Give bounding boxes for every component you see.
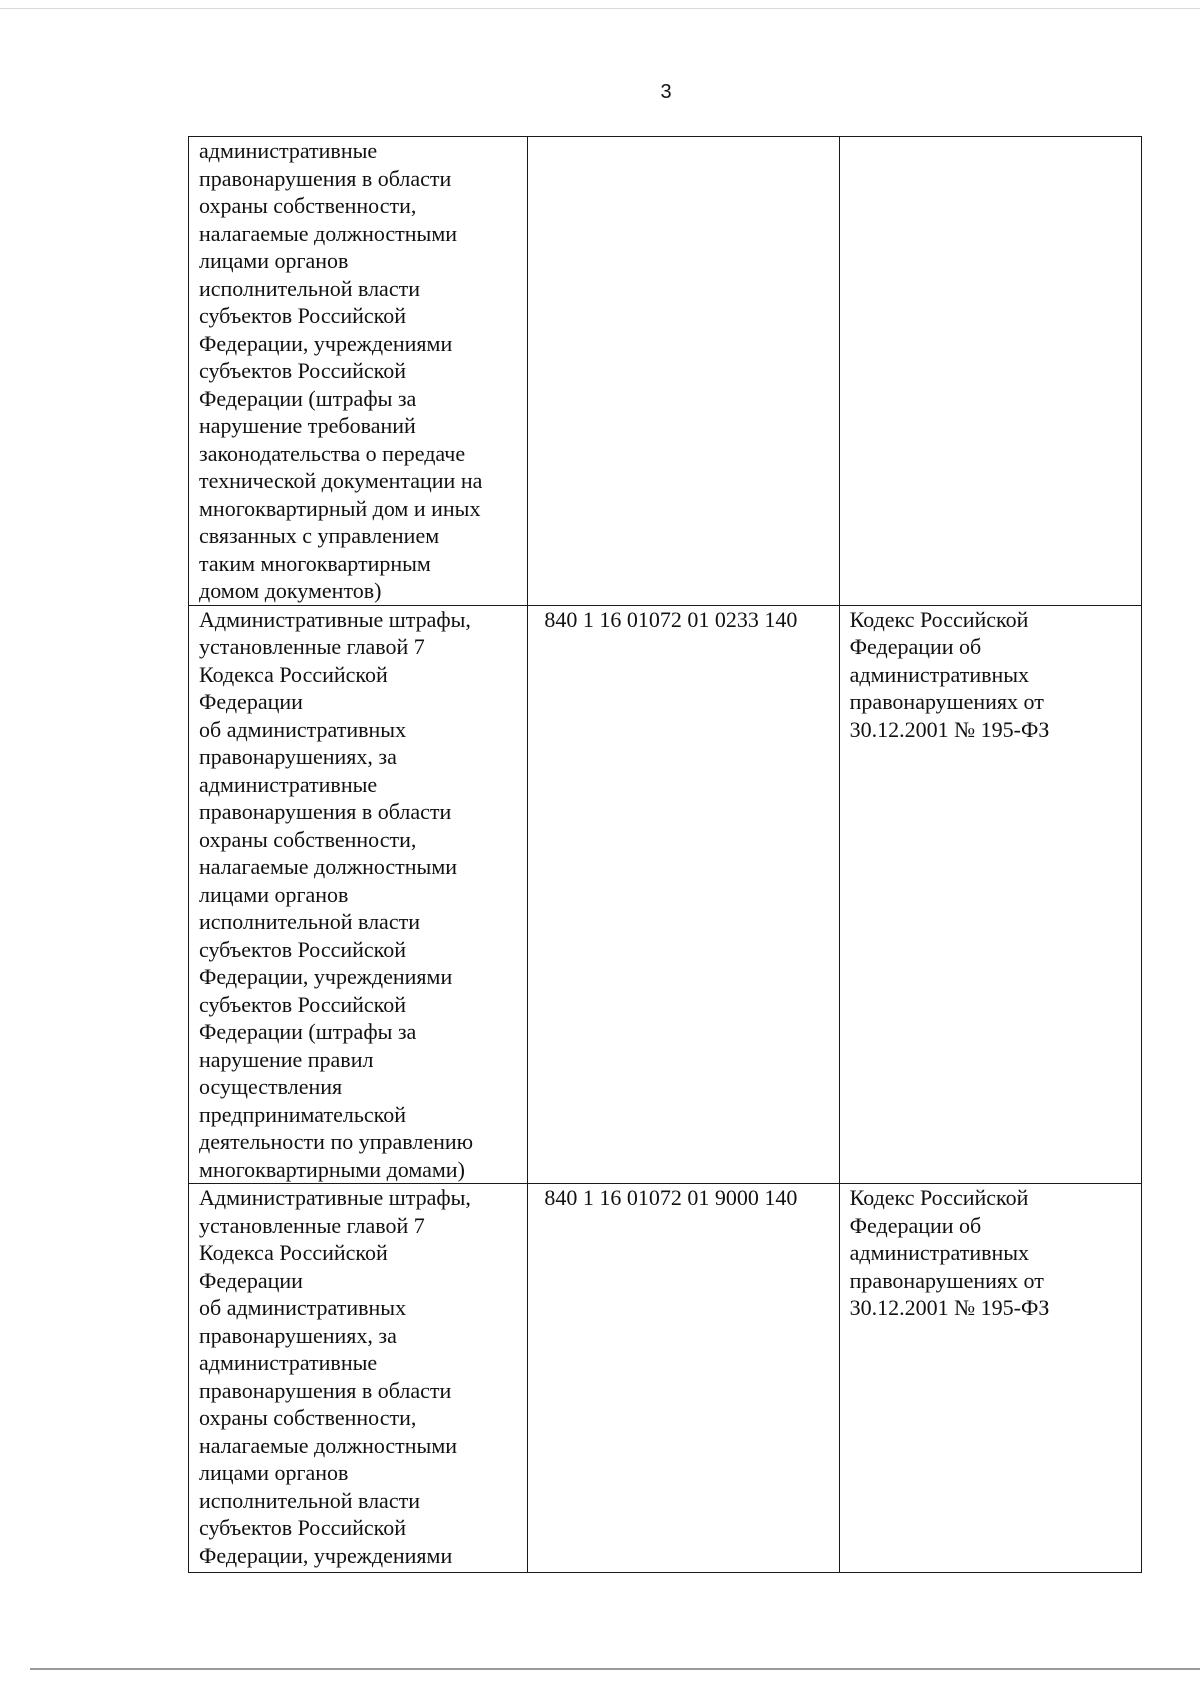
- cell-text-line: 30.12.2001 № 195-ФЗ: [849, 716, 1050, 742]
- cell-text-line: лицами органов: [199, 248, 349, 273]
- cell-text-line: административные: [199, 771, 378, 797]
- cell-text-line: административные: [199, 1350, 378, 1375]
- legal-basis-cell: [839, 605, 1141, 1184]
- cell-text-line: исполнительной власти: [199, 909, 420, 934]
- table-row: [189, 1184, 1142, 1573]
- revenue-codes-table: [188, 136, 1142, 1573]
- cell-text-line: административных: [849, 661, 1030, 687]
- cell-text-line: субъектов Российской: [199, 358, 407, 383]
- cell-text-line: законодательства о передаче: [199, 440, 466, 466]
- cell-text-line: Федерации (штрафы за: [199, 385, 417, 411]
- cell-text-line: административные: [199, 138, 378, 163]
- cell-text-line: Кодекса Российской: [199, 1240, 388, 1265]
- cell-text-line: правонарушения в области: [199, 799, 452, 824]
- cell-text-line: правонарушения в области: [199, 165, 452, 191]
- cell-text-line: Кодекс Российской: [849, 606, 1029, 632]
- cell-text-line: налагаемые должностными: [199, 854, 458, 879]
- cell-text-line: установленные главой 7: [199, 1212, 425, 1238]
- cell-text-line: Федерации об: [849, 634, 982, 659]
- cell-text-line: Кодекс Российской: [849, 1185, 1029, 1210]
- cell-text-line: налагаемые должностными: [199, 220, 458, 246]
- cell-text-line: осуществления: [199, 1074, 343, 1099]
- cell-text-line: многоквартирный дом и иных: [199, 495, 481, 521]
- cell-text-line: Федерации: [199, 1267, 303, 1293]
- cell-text-line: правонарушениях от: [849, 1267, 1044, 1293]
- cell-text-line: об административных: [199, 1295, 407, 1320]
- revenue-code-cell: [528, 137, 839, 606]
- cell-text-line: правонарушения в области: [199, 1377, 452, 1403]
- scan-bottom-edge: [30, 1668, 1200, 1670]
- table-row: [189, 137, 1142, 606]
- legal-basis-cell: [839, 1184, 1141, 1573]
- cell-text-line: Федерации: [199, 689, 303, 714]
- cell-text-line: лицами органов: [199, 881, 349, 907]
- cell-text-line: установленные главой 7: [199, 634, 425, 659]
- scan-top-edge: [0, 8, 1200, 9]
- cell-text-line: правонарушениях, за: [199, 744, 397, 769]
- cell-text-line: нарушение правил: [199, 1046, 374, 1072]
- cell-text-line: связанных с управлением: [199, 523, 440, 548]
- cell-text-line: Федерации (штрафы за: [199, 1019, 417, 1044]
- cell-text-line: налагаемые должностными: [199, 1432, 458, 1458]
- cell-text-line: Административные штрафы,: [199, 1185, 471, 1210]
- cell-text-line: многоквартирными домами): [199, 1156, 465, 1182]
- legal-basis-cell: [839, 137, 1141, 606]
- revenue-code-cell: [528, 605, 839, 1184]
- cell-text-line: предпринимательской: [199, 1101, 407, 1127]
- cell-text-line: исполнительной власти: [199, 275, 420, 301]
- cell-text-line: Федерации, учреждениями: [199, 964, 453, 989]
- revenue-name-cell: [189, 605, 528, 1184]
- cell-text-line: правонарушениях, за: [199, 1322, 397, 1348]
- cell-text-line: охраны собственности,: [199, 1405, 417, 1430]
- table-row: [189, 605, 1142, 1184]
- revenue-name-cell: [189, 137, 528, 606]
- cell-text-line: Федерации об: [849, 1212, 982, 1238]
- cell-text-line: Федерации, учреждениями: [199, 1542, 453, 1568]
- cell-text-line: субъектов Российской: [199, 303, 407, 328]
- cell-text-line: охраны собственности,: [199, 193, 417, 218]
- cell-text-line: субъектов Российской: [199, 936, 407, 962]
- revenue-code-cell: [528, 1184, 839, 1573]
- cell-text-line: Федерации, учреждениями: [199, 330, 453, 356]
- cell-text-line: исполнительной власти: [199, 1487, 420, 1513]
- cell-text-line: правонарушениях от: [849, 689, 1044, 714]
- cell-text-line: охраны собственности,: [199, 826, 417, 852]
- cell-text-line: нарушение требований: [199, 413, 416, 438]
- cell-text-line: субъектов Российской: [199, 1515, 407, 1540]
- cell-text-line: домом документов): [199, 578, 382, 603]
- cell-text-line: технической документации на: [199, 468, 483, 493]
- cell-text-line: об административных: [199, 716, 407, 742]
- cell-text-line: субъектов Российской: [199, 991, 407, 1017]
- revenue-code: 840 1 16 01072 01 9000 140: [544, 1185, 798, 1210]
- cell-text-line: административных: [849, 1240, 1030, 1265]
- page-number: 3: [660, 81, 672, 103]
- cell-text-line: 30.12.2001 № 195-ФЗ: [849, 1295, 1050, 1320]
- cell-text-line: таким многоквартирным: [199, 550, 431, 576]
- cell-text-line: Административные штрафы,: [199, 606, 471, 632]
- revenue-code: 840 1 16 01072 01 0233 140: [544, 606, 798, 632]
- revenue-name-cell: [189, 1184, 528, 1573]
- cell-text-line: деятельности по управлению: [199, 1129, 474, 1154]
- cell-text-line: Кодекса Российской: [199, 661, 388, 687]
- cell-text-line: лицами органов: [199, 1460, 349, 1485]
